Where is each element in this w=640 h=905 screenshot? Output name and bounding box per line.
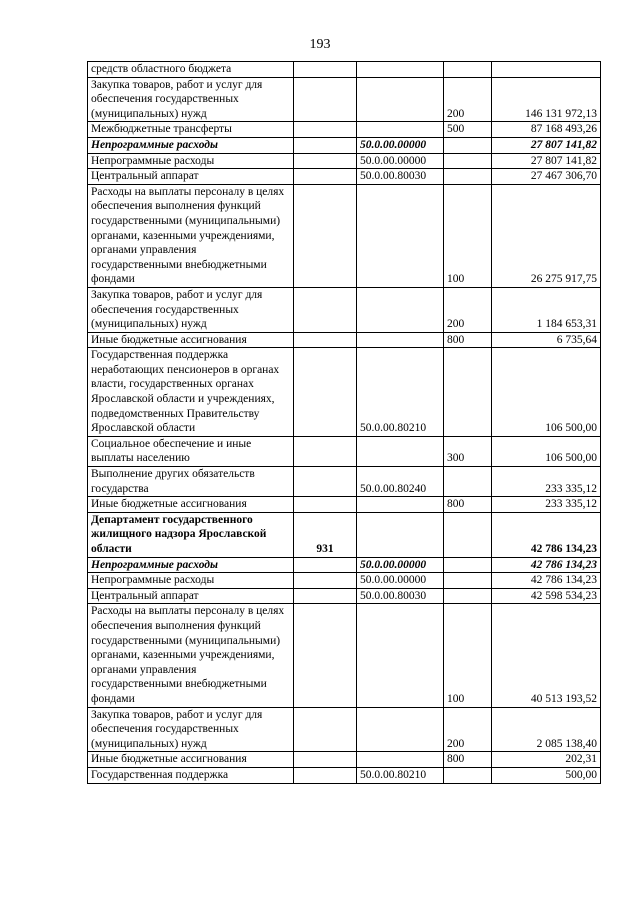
- row-expense-type-cell: [444, 62, 492, 78]
- row-sum-cell: [492, 62, 601, 78]
- row-name-cell: Расходы на выплаты персоналу в целях обеспечения выполнения функций государственными (муниципальными) органами, казенными учреждениями, органами управления государственными внебюджетными фондами: [88, 184, 294, 287]
- row-target-article-cell: [357, 512, 444, 557]
- table-row: [88, 752, 601, 768]
- row-dept-code-cell: [294, 588, 357, 604]
- row-name-cell: Департамент государственного жилищного надзора Ярославской области: [88, 512, 294, 557]
- row-sum-cell: 106 500,00: [492, 348, 601, 437]
- table-row: [88, 767, 601, 783]
- row-target-article-cell: [357, 122, 444, 138]
- row-expense-type-cell: 300: [444, 436, 492, 466]
- row-sum-cell: 27 807 141,82: [492, 137, 601, 153]
- row-sum-cell: 146 131 972,13: [492, 77, 601, 122]
- row-dept-code-cell: [294, 752, 357, 768]
- row-target-article-cell: [357, 497, 444, 513]
- table-row: [88, 588, 601, 604]
- table-row: [88, 557, 601, 573]
- budget-table-body: [88, 62, 601, 784]
- table-row: [88, 332, 601, 348]
- row-sum-cell: 233 335,12: [492, 497, 601, 513]
- row-name-cell: Иные бюджетные ассигнования: [88, 332, 294, 348]
- row-target-article-cell: 50.0.00.00000: [357, 153, 444, 169]
- row-sum-cell: 6 735,64: [492, 332, 601, 348]
- row-target-article-cell: 50.0.00.80030: [357, 169, 444, 185]
- row-name-cell: Социальное обеспечение и иные выплаты населению: [88, 436, 294, 466]
- row-dept-code-cell: [294, 467, 357, 497]
- row-name-cell: Закупка товаров, работ и услуг для обеспечения государственных (муниципальных) нужд: [88, 77, 294, 122]
- row-target-article-cell: 50.0.00.80240: [357, 467, 444, 497]
- row-expense-type-cell: [444, 348, 492, 437]
- row-sum-cell: 42 786 134,23: [492, 557, 601, 573]
- row-sum-cell: 233 335,12: [492, 467, 601, 497]
- row-dept-code-cell: [294, 77, 357, 122]
- row-expense-type-cell: [444, 467, 492, 497]
- row-target-article-cell: [357, 436, 444, 466]
- table-row: [88, 137, 601, 153]
- row-name-cell: Центральный аппарат: [88, 169, 294, 185]
- budget-table: [87, 61, 601, 784]
- table-row: [88, 184, 601, 287]
- row-dept-code-cell: [294, 184, 357, 287]
- row-dept-code-cell: 931: [294, 512, 357, 557]
- row-name-cell: Иные бюджетные ассигнования: [88, 497, 294, 513]
- row-sum-cell: 106 500,00: [492, 436, 601, 466]
- row-dept-code-cell: [294, 436, 357, 466]
- table-row: [88, 77, 601, 122]
- row-expense-type-cell: [444, 153, 492, 169]
- row-target-article-cell: [357, 77, 444, 122]
- row-expense-type-cell: 800: [444, 332, 492, 348]
- row-target-article-cell: [357, 62, 444, 78]
- row-name-cell: средств областного бюджета: [88, 62, 294, 78]
- row-sum-cell: 26 275 917,75: [492, 184, 601, 287]
- row-dept-code-cell: [294, 348, 357, 437]
- row-name-cell: Государственная поддержка неработающих пенсионеров в органах власти, государственных органах Ярославской области и учреждениях, подведомственных Правительству Ярославской области: [88, 348, 294, 437]
- row-dept-code-cell: [294, 557, 357, 573]
- table-row: [88, 287, 601, 332]
- table-row: [88, 707, 601, 752]
- row-dept-code-cell: [294, 62, 357, 78]
- row-target-article-cell: 50.0.00.80210: [357, 767, 444, 783]
- row-sum-cell: 40 513 193,52: [492, 604, 601, 707]
- row-dept-code-cell: [294, 169, 357, 185]
- table-row: [88, 169, 601, 185]
- row-name-cell: Иные бюджетные ассигнования: [88, 752, 294, 768]
- row-expense-type-cell: 800: [444, 752, 492, 768]
- row-expense-type-cell: [444, 169, 492, 185]
- row-target-article-cell: [357, 184, 444, 287]
- row-dept-code-cell: [294, 767, 357, 783]
- page-number: 193: [309, 37, 331, 52]
- row-target-article-cell: [357, 604, 444, 707]
- row-expense-type-cell: [444, 573, 492, 589]
- row-name-cell: Государственная поддержка: [88, 767, 294, 783]
- row-expense-type-cell: [444, 767, 492, 783]
- table-row: [88, 573, 601, 589]
- row-expense-type-cell: [444, 557, 492, 573]
- row-target-article-cell: 50.0.00.00000: [357, 573, 444, 589]
- row-expense-type-cell: 100: [444, 184, 492, 287]
- row-dept-code-cell: [294, 707, 357, 752]
- row-sum-cell: 202,31: [492, 752, 601, 768]
- row-dept-code-cell: [294, 332, 357, 348]
- row-target-article-cell: [357, 332, 444, 348]
- row-dept-code-cell: [294, 137, 357, 153]
- row-sum-cell: 42 786 134,23: [492, 512, 601, 557]
- row-sum-cell: 87 168 493,26: [492, 122, 601, 138]
- row-expense-type-cell: 200: [444, 287, 492, 332]
- row-dept-code-cell: [294, 287, 357, 332]
- row-name-cell: Непрограммные расходы: [88, 573, 294, 589]
- row-sum-cell: 1 184 653,31: [492, 287, 601, 332]
- table-row: [88, 436, 601, 466]
- row-name-cell: Непрограммные расходы: [88, 153, 294, 169]
- row-expense-type-cell: 500: [444, 122, 492, 138]
- row-name-cell: Закупка товаров, работ и услуг для обеспечения государственных (муниципальных) нужд: [88, 287, 294, 332]
- row-sum-cell: 2 085 138,40: [492, 707, 601, 752]
- row-sum-cell: 42 786 134,23: [492, 573, 601, 589]
- row-expense-type-cell: [444, 137, 492, 153]
- row-name-cell: Выполнение других обязательств государства: [88, 467, 294, 497]
- row-target-article-cell: [357, 287, 444, 332]
- row-target-article-cell: [357, 707, 444, 752]
- row-dept-code-cell: [294, 153, 357, 169]
- row-expense-type-cell: 100: [444, 604, 492, 707]
- row-name-cell: Расходы на выплаты персоналу в целях обеспечения выполнения функций государственными (муниципальными) органами, казенными учреждениями, органами управления государственными внебюджетными фондами: [88, 604, 294, 707]
- row-dept-code-cell: [294, 497, 357, 513]
- row-sum-cell: 27 807 141,82: [492, 153, 601, 169]
- row-expense-type-cell: 200: [444, 707, 492, 752]
- row-expense-type-cell: [444, 512, 492, 557]
- table-row: [88, 467, 601, 497]
- row-name-cell: Непрограммные расходы: [88, 137, 294, 153]
- table-row: [88, 348, 601, 437]
- row-dept-code-cell: [294, 573, 357, 589]
- table-row: [88, 604, 601, 707]
- row-target-article-cell: 50.0.00.00000: [357, 137, 444, 153]
- row-sum-cell: 27 467 306,70: [492, 169, 601, 185]
- table-row: [88, 62, 601, 78]
- row-dept-code-cell: [294, 604, 357, 707]
- table-row: [88, 497, 601, 513]
- row-target-article-cell: [357, 752, 444, 768]
- table-row: [88, 512, 601, 557]
- row-sum-cell: 42 598 534,23: [492, 588, 601, 604]
- row-name-cell: Центральный аппарат: [88, 588, 294, 604]
- row-target-article-cell: 50.0.00.00000: [357, 557, 444, 573]
- row-target-article-cell: 50.0.00.80210: [357, 348, 444, 437]
- row-dept-code-cell: [294, 122, 357, 138]
- row-name-cell: Непрограммные расходы: [88, 557, 294, 573]
- table-row: [88, 122, 601, 138]
- row-expense-type-cell: [444, 588, 492, 604]
- row-name-cell: Межбюджетные трансферты: [88, 122, 294, 138]
- row-expense-type-cell: 200: [444, 77, 492, 122]
- row-expense-type-cell: 800: [444, 497, 492, 513]
- row-name-cell: Закупка товаров, работ и услуг для обеспечения государственных (муниципальных) нужд: [88, 707, 294, 752]
- row-target-article-cell: 50.0.00.80030: [357, 588, 444, 604]
- table-row: [88, 153, 601, 169]
- row-sum-cell: 500,00: [492, 767, 601, 783]
